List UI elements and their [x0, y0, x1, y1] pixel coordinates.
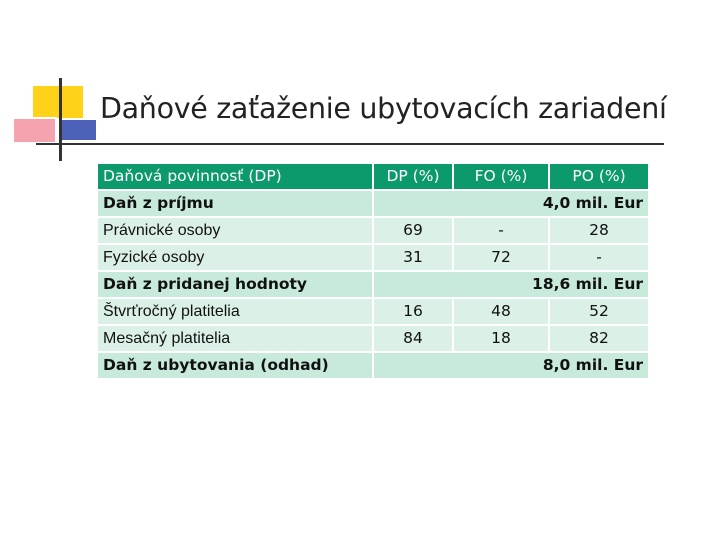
cell-fo: 48 — [453, 298, 549, 325]
header-dp-percent: DP (%) — [373, 163, 453, 190]
table-row — [97, 298, 649, 325]
cell-po: - — [549, 244, 649, 271]
row-label: Fyzické osoby — [97, 244, 373, 271]
cell-po: 28 — [549, 217, 649, 244]
cell-fo: - — [453, 217, 549, 244]
table-row — [97, 325, 649, 352]
section-label: Daň z ubytovania (odhad) — [97, 352, 373, 379]
table-row — [97, 244, 649, 271]
header-dp-obligation: Daňová povinnosť (DP) — [97, 163, 373, 190]
cell-dp: 69 — [373, 217, 453, 244]
section-total: 4,0 mil. Eur — [373, 190, 649, 217]
header-po-percent: PO (%) — [549, 163, 649, 190]
cell-dp: 16 — [373, 298, 453, 325]
row-label: Štvrťročný platitelia — [97, 298, 373, 325]
logo-blue-square — [57, 118, 98, 142]
table-row — [97, 217, 649, 244]
header-fo-percent: FO (%) — [453, 163, 549, 190]
logo-vertical-line — [59, 78, 62, 161]
table-header-row — [97, 163, 649, 190]
section-total: 18,6 mil. Eur — [373, 271, 649, 298]
section-row-income-tax — [97, 190, 649, 217]
cell-po: 82 — [549, 325, 649, 352]
section-label: Daň z pridanej hodnoty — [97, 271, 373, 298]
row-label: Právnické osoby — [97, 217, 373, 244]
section-row-accommodation-tax — [97, 352, 649, 379]
cell-fo: 18 — [453, 325, 549, 352]
logo-pink-square — [12, 117, 57, 144]
section-row-vat — [97, 271, 649, 298]
cell-dp: 84 — [373, 325, 453, 352]
slide-title: Daňové zaťaženie ubytovacích zariadení — [100, 92, 667, 125]
cell-po: 52 — [549, 298, 649, 325]
tax-table — [96, 162, 650, 380]
row-label: Mesačný platitelia — [97, 325, 373, 352]
section-total: 8,0 mil. Eur — [373, 352, 649, 379]
cell-fo: 72 — [453, 244, 549, 271]
cell-dp: 31 — [373, 244, 453, 271]
section-label: Daň z príjmu — [97, 190, 373, 217]
title-underline — [36, 143, 664, 145]
